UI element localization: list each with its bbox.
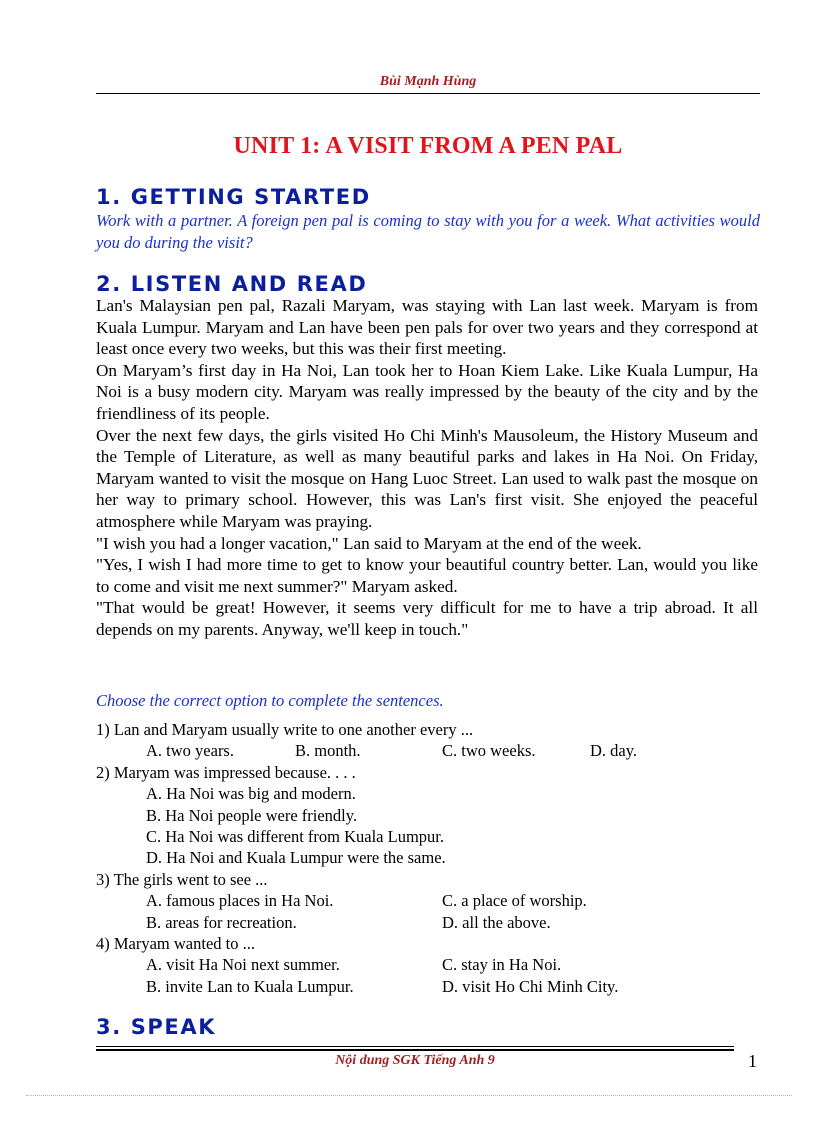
choose-instruction: Choose the correct option to complete the sentences. bbox=[96, 691, 444, 710]
page-break-line bbox=[26, 1095, 792, 1096]
reading-paragraph: "I wish you had a longer vacation," Lan said to Maryam at the end of the week. bbox=[96, 533, 642, 553]
footer-text: Nội dung SGK Tiếng Anh 9 bbox=[335, 1053, 495, 1068]
section-heading-getting-started: 1. GETTING STARTED bbox=[96, 185, 371, 209]
question-4: 4) Maryam wanted to ... bbox=[96, 934, 255, 954]
header-author: Bùi Mạnh Hùng bbox=[379, 74, 477, 89]
reading-paragraph: "Yes, I wish I had more time to get to know your beautiful country better. Lan, would you like to come and visit me next summer?" Maryam asked. bbox=[96, 555, 758, 596]
header-divider bbox=[96, 93, 760, 94]
reading-paragraph: Lan's Malaysian pen pal, Razali Maryam, was staying with Lan last week. Maryam is from Kuala Lumpur. Maryam and Lan have been pen pals for over two years and they correspond at least once every two weeks, but this was their first meeting. bbox=[96, 296, 758, 359]
option-c: C. two weeks. bbox=[442, 741, 536, 761]
reading-passage bbox=[96, 295, 758, 641]
unit-title: UNIT 1: A VISIT FROM A PEN PAL bbox=[233, 133, 623, 159]
option-b: B. invite Lan to Kuala Lumpur. bbox=[146, 976, 354, 996]
footer-divider bbox=[96, 1049, 734, 1051]
section-heading-speak: 3. SPEAK bbox=[96, 1015, 217, 1039]
question-4-options-row-2 bbox=[96, 976, 760, 997]
option-b: B. month. bbox=[295, 741, 361, 761]
option-d: D. day. bbox=[590, 741, 638, 761]
option-c: C. Ha Noi was different from Kuala Lumpur. bbox=[146, 827, 444, 847]
footer-divider bbox=[96, 1046, 734, 1047]
option-a: A. famous places in Ha Noi. bbox=[146, 891, 334, 911]
getting-started-instruction: Work with a partner. A foreign pen pal is coming to stay with you for a week. What activities would you do during the visit? bbox=[96, 211, 760, 252]
question-3-options-row-1 bbox=[96, 890, 760, 911]
section-heading-listen-and-read: 2. LISTEN AND READ bbox=[96, 272, 368, 296]
question-3-options-row-2 bbox=[96, 912, 760, 933]
question-2: 2) Maryam was impressed because. . . . bbox=[96, 762, 356, 782]
question-1: 1) Lan and Maryam usually write to one another every ... bbox=[96, 720, 474, 739]
option-c: C. a place of worship. bbox=[442, 891, 587, 911]
option-d: D. all the above. bbox=[442, 912, 551, 932]
question-4-options-row-1 bbox=[96, 954, 760, 975]
option-a: A. two years. bbox=[146, 741, 234, 761]
option-d: D. visit Ho Chi Minh City. bbox=[442, 976, 619, 996]
reading-paragraph: Over the next few days, the girls visited Ho Chi Minh's Mausoleum, the History Museum and the Temple of Literature, as well as many beautiful parks and lakes in Ha Noi. On Friday, Maryam wanted to visit the mosque on Hang Luoc Street. Lan used to walk past the mosque on her way to primary school. However, this was Lan's first visit. She enjoyed the peaceful atmosphere while Maryam was praying. bbox=[96, 425, 758, 531]
page-number: 1 bbox=[748, 1051, 757, 1071]
option-d: D. Ha Noi and Kuala Lumpur were the same. bbox=[146, 848, 446, 868]
reading-paragraph: On Maryam’s first day in Ha Noi, Lan took her to Hoan Kiem Lake. Like Kuala Lumpur, Ha Noi is a busy modern city. Maryam was really impressed by the beauty of the city and by the friendliness of its people. bbox=[96, 360, 758, 423]
option-a: A. visit Ha Noi next summer. bbox=[146, 955, 340, 975]
option-c: C. stay in Ha Noi. bbox=[442, 955, 562, 975]
option-b: B. areas for recreation. bbox=[146, 912, 297, 932]
reading-paragraph: "That would be great! However, it seems very difficult for me to have a trip abroad. It all depends on my parents. Anyway, we'll keep in touch." bbox=[96, 598, 758, 639]
question-1-options bbox=[96, 740, 760, 761]
question-3: 3) The girls went to see ... bbox=[96, 869, 268, 889]
option-b: B. Ha Noi people were friendly. bbox=[146, 805, 358, 825]
exercise-questions bbox=[96, 719, 760, 997]
option-a: A. Ha Noi was big and modern. bbox=[146, 784, 356, 804]
